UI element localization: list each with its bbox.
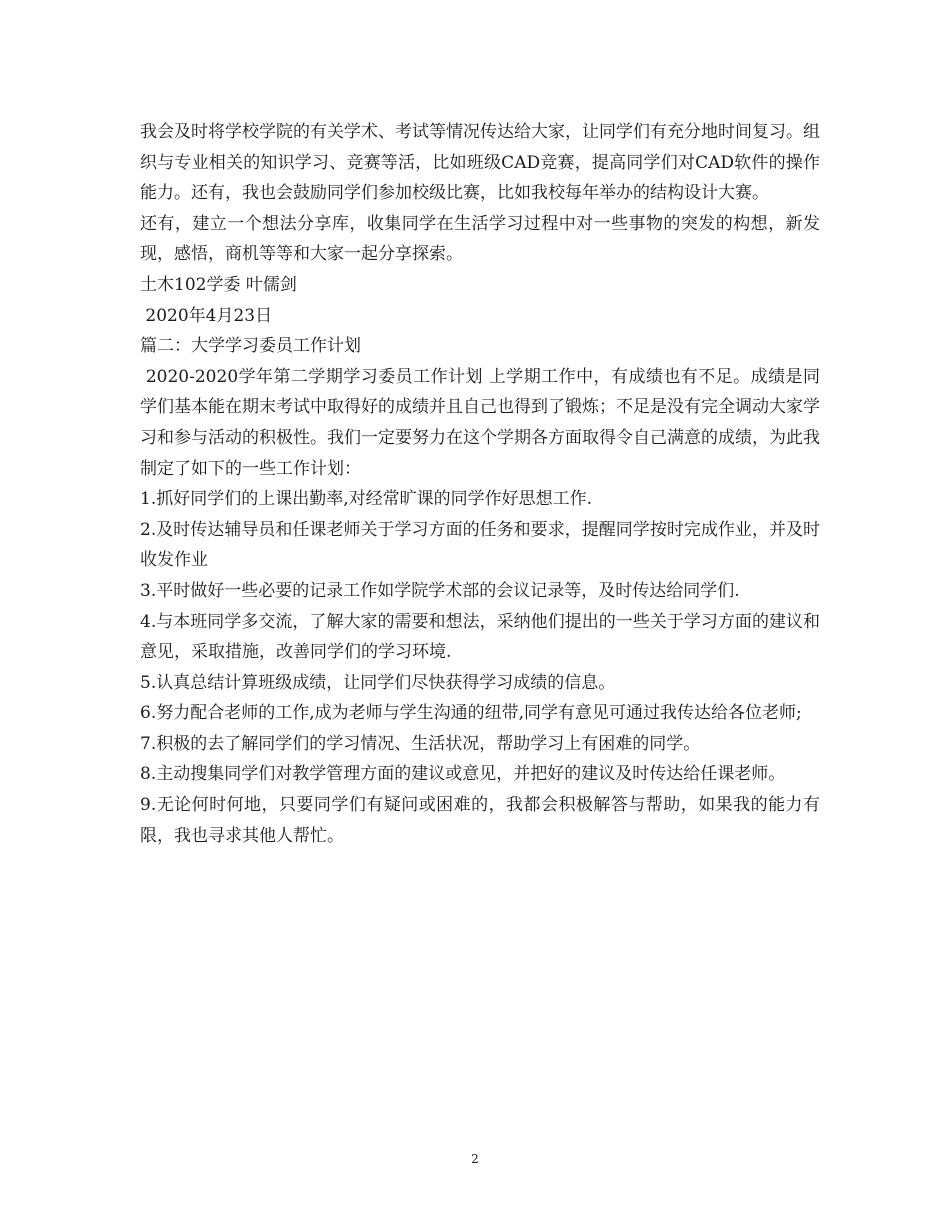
list-item-4: 4.与本班同学多交流，了解大家的需要和想法，采纳他们提出的一些关于学习方面的建议和意见，采取措施，改善同学们的学习环境. xyxy=(140,611,820,663)
page-number: 2 xyxy=(471,1152,479,1166)
list-item-1: 1.抓好同学们的上课出勤率,对经常旷课的同学作好思想工作. xyxy=(140,489,593,510)
list-item-8: 8.主动搜集同学们对教学管理方面的建议或意见，并把好的建议及时传达给任课老师。 xyxy=(140,764,786,785)
list-item-9: 9.无论何时何地，只要同学们有疑问或困难的，我都会积极解答与帮助，如果我的能力有限，我也寻求其他人帮忙。 xyxy=(140,795,820,846)
date-line: 2020年4月23日 xyxy=(140,305,273,326)
list-item-5: 5.认真总结计算班级成绩，让同学们尽快获得学习成绩的信息。 xyxy=(140,672,616,693)
section-heading: 篇二：大学学习委员工作计划 xyxy=(140,336,361,357)
body-paragraph-2: 还有，建立一个想法分享库，收集同学在生活学习过程中对一些事物的突发的构想，新发现，感悟，商机等等和大家一起分享探索。 xyxy=(140,213,820,265)
signature-line: 土木102学委 叶儒剑 xyxy=(140,274,297,295)
list-item-7: 7.积极的去了解同学们的学习情况、生活状况，帮助学习上有困难的同学。 xyxy=(140,733,701,754)
intro-paragraph: 2020-2020学年第二学期学习委员工作计划 上学期工作中，有成绩也有不足。成绩是同学们基本能在期末考试中取得好的成绩并且自己也得到了锻炼；不足是没有完全调动大家学习和参与活动的积极性。我们一定要努力在这个学期各方面取得令自己满意的成绩，为此我制定了如下的一些工作计划： xyxy=(140,366,820,479)
list-item-2: 2.及时传达辅导员和任课老师关于学习方面的任务和要求，提醒同学按时完成作业，并及时收发作业 xyxy=(140,519,820,571)
list-item-3: 3.平时做好一些必要的记录工作如学院学术部的会议记录等，及时传达给同学们. xyxy=(140,580,740,601)
body-paragraph-1: 我会及时将学校学院的有关学术、考试等情况传达给大家，让同学们有充分地时间复习。组织与专业相关的知识学习、竞赛等活，比如班级CAD竞赛，提高同学们对CAD软件的操作能力。还有，我也会鼓励同学们参加校级比赛，比如我校每年举办的结构设计大赛。 xyxy=(140,122,820,204)
list-item-6: 6.努力配合老师的工作,成为老师与学生沟通的纽带,同学有意见可通过我传达给各位老师; xyxy=(140,703,802,724)
document-body xyxy=(140,117,820,851)
